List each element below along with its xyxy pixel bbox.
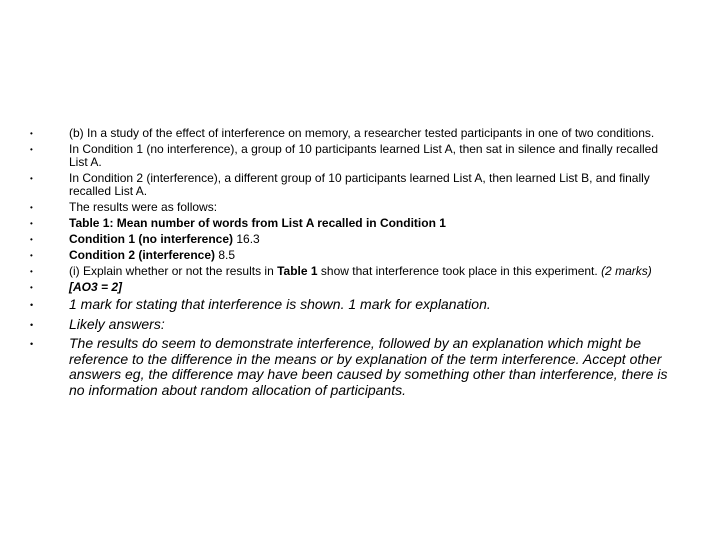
list-item (30, 281, 680, 294)
bullet-icon: • (30, 129, 33, 138)
list-item (30, 297, 680, 313)
condition-1-value: 16.3 (233, 232, 260, 246)
condition-1-label: Condition 1 (no interference) (69, 232, 234, 246)
list-item (30, 127, 680, 140)
condition-1-description: In Condition 1 (no interference), a group of 10 participants learned List A, then sat in silence and finally recalled List A. (69, 142, 659, 169)
list-item (30, 233, 680, 246)
list-item (30, 217, 680, 230)
question-intro: (b) In a study of the effect of interference on memory, a researcher tested participants in one of two conditions. (69, 126, 655, 140)
question-table-ref: Table 1 (277, 264, 318, 278)
bullet-icon: • (30, 251, 33, 260)
bullet-icon: • (30, 145, 33, 154)
mark-scheme: 1 mark for stating that interference is shown. 1 mark for explanation. (69, 296, 491, 312)
list-item (30, 336, 680, 398)
list-item (30, 317, 680, 333)
list-item (30, 249, 680, 262)
question-part-2: show that interference took place in this experiment. (317, 264, 602, 278)
list-item (30, 265, 680, 278)
likely-answer-text: The results do seem to demonstrate interference, followed by an explanation which might be reference to the difference in the means or by explanation of the term interference. Accept other answers eg, the difference may have been caused by something other than interference, there is no information about random allocation of participants. (69, 335, 668, 398)
list-item (30, 172, 680, 198)
question-marks: (2 marks) (601, 264, 652, 278)
bullet-icon: • (30, 319, 34, 330)
bullet-icon: • (30, 203, 33, 212)
bullet-icon: • (30, 339, 34, 349)
condition-2-value: 8.5 (215, 248, 236, 262)
bullet-icon: • (30, 300, 34, 310)
list-item (30, 201, 680, 214)
results-intro: The results were as follows: (69, 200, 218, 214)
condition-2-label: Condition 2 (interference) (69, 248, 216, 262)
question-part-1: (i) Explain whether or not the results in (69, 264, 278, 278)
bullet-icon: • (30, 174, 33, 183)
bullet-icon: • (30, 235, 33, 244)
likely-answers-heading: Likely answers: (69, 315, 165, 332)
condition-2-description: In Condition 2 (interference), a different group of 10 participants learned List A, then learned List B, and finally recalled List A. (69, 171, 650, 198)
table-caption: Table 1: Mean number of words from List A recalled in Condition 1 (69, 216, 446, 230)
bullet-icon: • (30, 267, 33, 276)
bullet-list (30, 127, 680, 402)
list-item (30, 143, 680, 169)
bullet-icon: • (30, 283, 33, 292)
assessment-objective: [AO3 = 2] (69, 280, 123, 294)
bullet-icon: • (30, 219, 33, 228)
